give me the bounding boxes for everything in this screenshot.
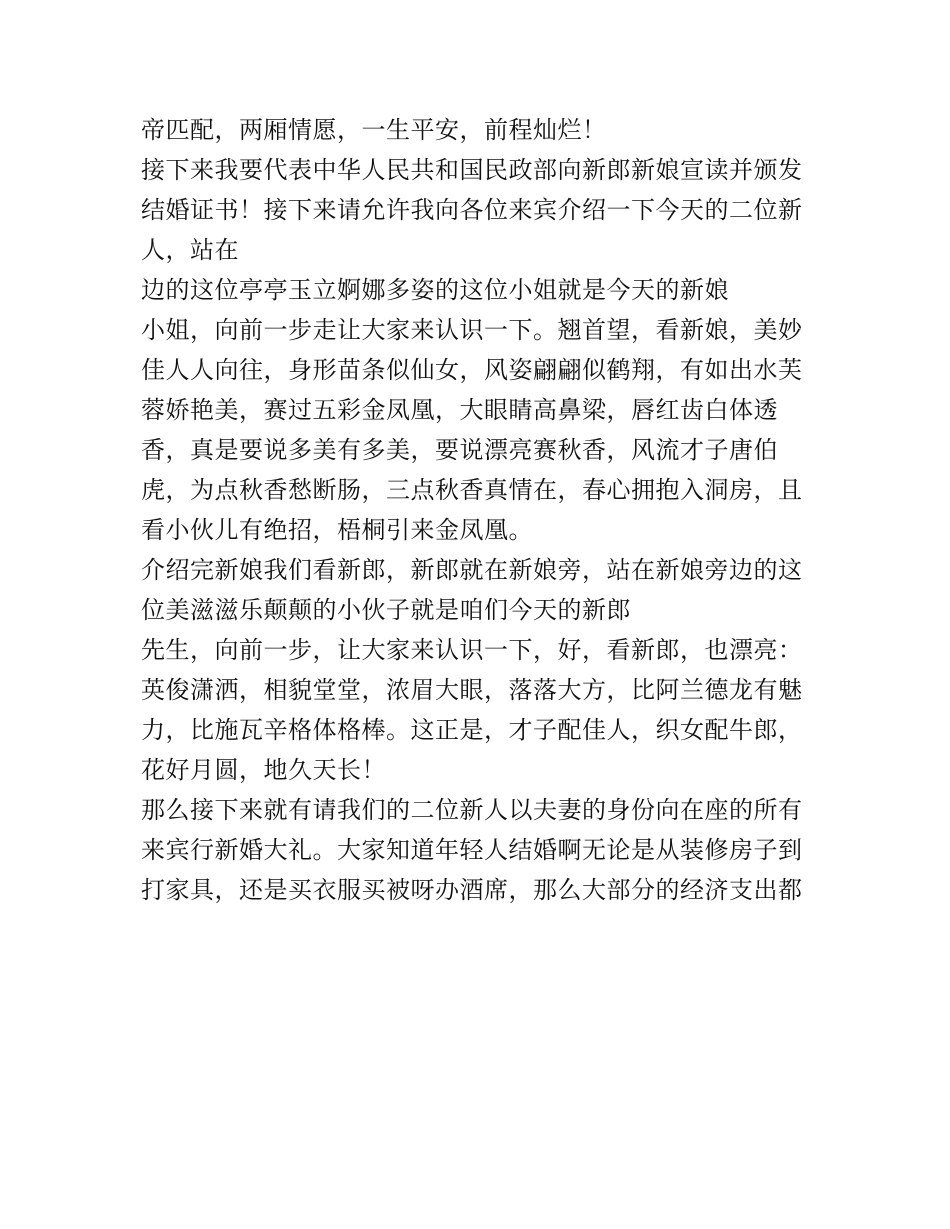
text-line: 小姐，向前一步走让大家来认识一下。翘首望，看新娘，美妙 (141, 316, 803, 344)
text-line: 虎，为点秋香愁断肠，三点秋香真情在，春心拥抱入洞房，且 (141, 476, 803, 504)
text-line: 花好月圆，地久天长！ (141, 756, 386, 784)
text-line: 接下来我要代表中华人民共和国民政部向新郎新娘宣读并颁发 (141, 156, 803, 184)
text-line: 那么接下来就有请我们的二位新人以夫妻的身份向在座的所有 (141, 796, 803, 824)
text-line: 介绍完新娘我们看新郎，新郎就在新娘旁，站在新娘旁边的这 (141, 556, 803, 584)
text-line: 佳人人向往，身形苗条似仙女，风姿翩翩似鹤翔，有如出水芙 (141, 356, 803, 384)
text-line: 来宾行新婚大礼。大家知道年轻人结婚啊无论是从装修房子到 (141, 836, 803, 864)
document-body (141, 110, 821, 910)
text-line: 打家具，还是买衣服买被呀办酒席，那么大部分的经济支出都 (141, 876, 803, 904)
text-line: 英俊潇洒，相貌堂堂，浓眉大眼，落落大方，比阿兰德龙有魅 (141, 676, 803, 704)
text-line: 人，站在 (141, 236, 239, 264)
text-line: 结婚证书！接下来请允许我向各位来宾介绍一下今天的二位新 (141, 196, 803, 224)
text-line: 先生，向前一步，让大家来认识一下，好，看新郎，也漂亮： (141, 636, 803, 664)
text-line: 力，比施瓦辛格体格棒。这正是，才子配佳人，织女配牛郎， (141, 716, 803, 744)
text-line: 蓉娇艳美，赛过五彩金凤凰，大眼睛高鼻梁，唇红齿白体透 (141, 396, 778, 424)
text-line: 看小伙儿有绝招，梧桐引来金凤凰。 (141, 516, 533, 544)
text-line: 边的这位亭亭玉立婀娜多姿的这位小姐就是今天的新娘 (141, 276, 729, 304)
text-line: 香，真是要说多美有多美，要说漂亮赛秋香，风流才子唐伯 (141, 436, 778, 464)
text-line: 位美滋滋乐颠颠的小伙子就是咱们今天的新郎 (141, 596, 631, 624)
text-line: 帝匹配，两厢情愿，一生平安，前程灿烂！ (141, 116, 607, 144)
